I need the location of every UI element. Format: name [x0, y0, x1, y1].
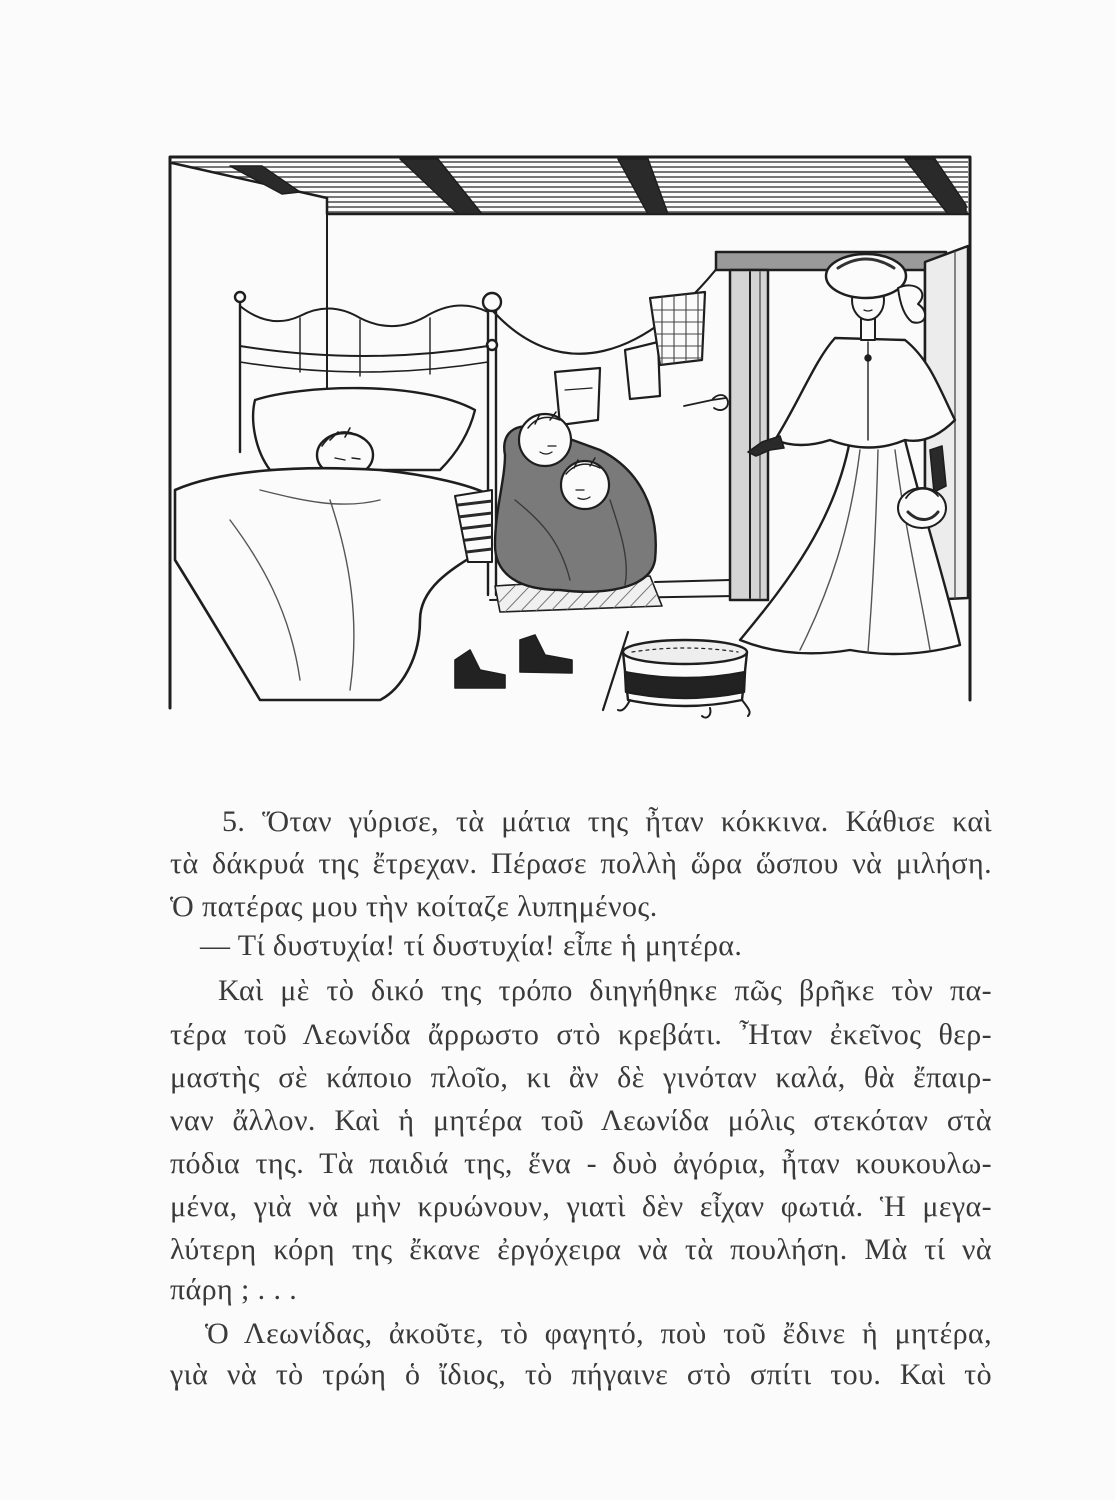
line-text: λύτερη κόρη της ἔκανε ἐργόχειρα νὰ τὰ πουλήση. Μὰ τί νὰ — [170, 1233, 992, 1266]
huddled-children — [490, 412, 680, 612]
text-line-13 — [205, 1314, 992, 1354]
ceiling-beam — [230, 166, 300, 194]
washtub — [618, 640, 750, 718]
text-line-7 — [170, 1058, 992, 1098]
text-line-11 — [170, 1230, 992, 1270]
plaid-cloth — [650, 292, 705, 365]
hanging-shirt — [555, 368, 600, 425]
line-text: ναν ἄλλον. Καὶ ἡ μητέρα τοῦ Λεωνίδα μόλις στεκόταν στὰ — [170, 1104, 992, 1137]
line-text: μαστὴς σὲ κάποιο πλοῖο, κι ἂν δὲ γινόταν καλά, θὰ ἔπαιρ- — [170, 1061, 992, 1094]
text-line-2 — [170, 844, 992, 884]
text-line-9 — [170, 1144, 992, 1184]
text-line-8 — [170, 1101, 992, 1141]
line-text: — Τί δυστυχία! τί δυστυχία! εἶπε ἡ μητέρα. — [200, 929, 743, 962]
line-text: Ὁ Λεωνίδας, ἀκοῦτε, τὸ φαγητό, ποὺ τοῦ ἔδινε ἡ μητέρα, — [205, 1317, 992, 1350]
hanging-cloth — [625, 342, 660, 399]
shoe — [520, 635, 572, 673]
line-text: πόδια της. Τὰ παιδιά της, ἕνα - δυὸ ἀγόρια, ἦταν κουκουλω- — [170, 1147, 992, 1180]
text-line-1 — [222, 802, 992, 842]
illustration — [0, 0, 1115, 740]
pointing-hand — [684, 395, 728, 410]
line-text: Ὁ πατέρας μου τὴν κοίταζε λυπημένος. — [170, 890, 658, 923]
text-line-4 — [200, 926, 742, 966]
line-text: πάρη ; . . . — [170, 1273, 298, 1306]
blanket — [175, 468, 490, 700]
line-text: μένα, γιὰ νὰ μὴν κρυώνουν, γιατὶ δὲν εἶχαν φωτιά. Ἡ μεγα- — [170, 1190, 992, 1223]
line-text: τὰ δάκρυά της ἔτρεχαν. Πέρασε πολλὴ ὥρα ὥσπου νὰ μιλήση. — [170, 847, 992, 880]
washtub-rim — [623, 640, 747, 664]
bed — [175, 292, 501, 700]
line-text: γιὰ νὰ τὸ τρώη ὁ ἴδιος, τὸ πήγαινε στὸ σπίτι του. Καὶ τὸ — [170, 1358, 992, 1391]
shoes — [455, 635, 572, 688]
wrapping-blanket — [495, 426, 656, 592]
handbag — [898, 488, 946, 528]
ceiling — [170, 159, 970, 214]
line-text: Καὶ μὲ τὸ δικό της τρόπο διηγήθηκε πῶς βρῆκε τὸν πα- — [218, 974, 992, 1007]
hat-bow — [898, 285, 925, 322]
text-line-3 — [170, 887, 658, 927]
line-text: 5. Ὅταν γύρισε, τὰ μάτια της ἦταν κόκκινα. Κάθισε καὶ — [222, 805, 992, 838]
clothesline — [492, 262, 728, 425]
text-line-5 — [218, 971, 992, 1011]
line-text: τέρα τοῦ Λεωνίδα ἄρρωστο στὸ κρεβάτι. Ἦταν ἐκεῖνος θερ- — [170, 1018, 992, 1051]
text-line-14 — [170, 1355, 992, 1395]
text-line-12 — [170, 1270, 297, 1310]
text-line-6 — [170, 1015, 992, 1055]
child-head — [519, 412, 571, 466]
text-line-10 — [170, 1187, 992, 1227]
shoe — [455, 650, 505, 688]
